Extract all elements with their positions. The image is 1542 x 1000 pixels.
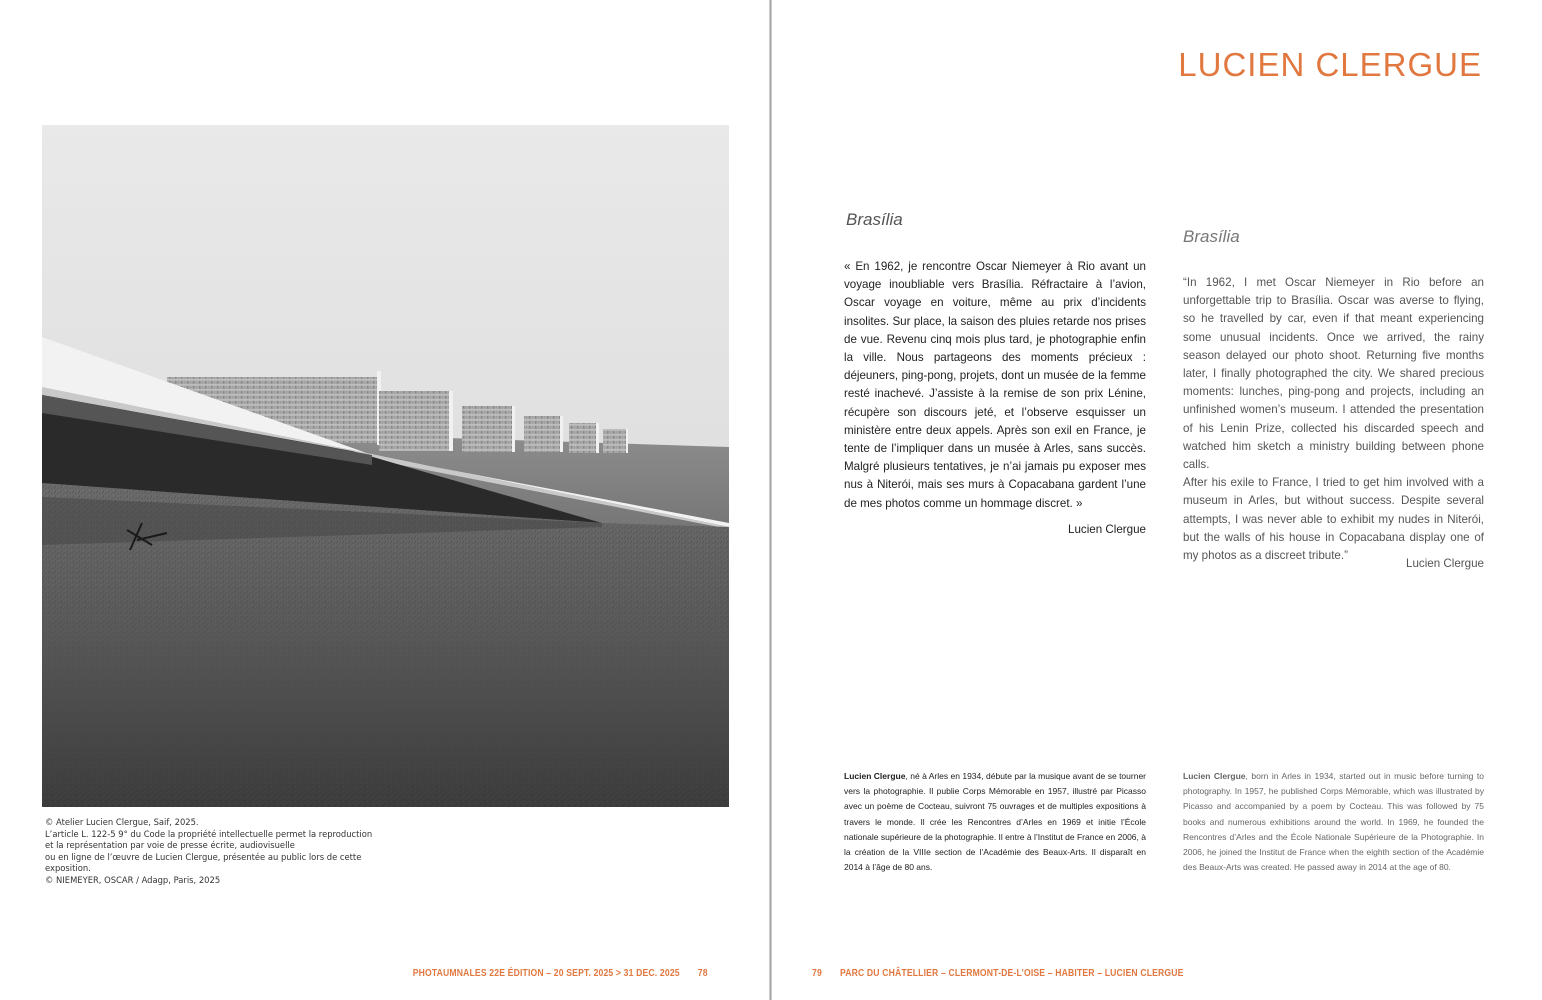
en-text	[1183, 274, 1484, 565]
fr-title: Brasília	[846, 210, 903, 229]
en-signature: Lucien Clergue	[1406, 557, 1484, 570]
page-number: 79	[812, 967, 822, 979]
credit-line: © NIEMEYER, OSCAR / Adagp, Paris, 2025	[45, 874, 221, 885]
fr-signature: Lucien Clergue	[1068, 523, 1146, 536]
right-page	[772, 0, 1542, 1000]
bio-text: , born in Arles in 1934, started out in music before turning to photography. In 1957, he published Corps Mémorable, which was illustrated by Picasso and accompanied by a poem by Cocteau. This was followed by 75 books and numerous exhibitions around the world. In 1969, he founded the Rencontres d’Arles and the École Nationale Supérieure de la Photographie. In 2006, he joined the Institut de France when the eighth section of the Académie des Beaux-Arts was created. He passed away in 2014 at the age of 80.	[1183, 771, 1484, 873]
en-text-paragraph: After his exile to France, I tried to get him involved with a museum in Arles, but without success. Despite several attempts, I was never able to exhibit my nudes in Niterói, but the walls of his house in Copacabana display one of my photos as a discreet tribute.”	[1183, 476, 1484, 563]
en-title: Brasília	[1183, 227, 1240, 246]
en-text-paragraph: “In 1962, I met Oscar Niemeyer in Rio before an unforgettable trip to Brasília. Oscar was averse to flying, so he travelled by car, even if that meant experiencing some unusual incidents. Once we arrived, the rainy season delayed our photo shoot. Returning five months later, I finally photographed the city. We shared precious moments: lunches, ping-pong and projects, including an unfinished women’s museum. I attended the presentation of his Lenin Prize, collected his discarded speech and watched him sketch a ministry building between phone calls.	[1183, 276, 1484, 472]
photo-credits	[45, 817, 375, 887]
artist-name: LUCIEN CLERGUE	[1178, 46, 1482, 83]
right-footer	[812, 967, 1184, 979]
fr-bio	[844, 769, 1146, 875]
credit-line: © Atelier Lucien Clergue, Saif, 2025.	[45, 817, 199, 827]
credit-line: L’article L. 122-5 9° du Code la propriété intellectuelle permet la reproduction	[45, 828, 373, 839]
footer-text: PARC DU CHÂTELLIER – CLERMONT-DE-L’OISE – HABITER – LUCIEN CLERGUE	[839, 967, 1184, 979]
credit-line: et la représentation par voie de presse écrite, audiovisuelle	[45, 840, 295, 851]
brasilia-photo	[42, 125, 729, 807]
bio-text: , né à Arles en 1934, débute par la musique avant de se tourner vers la photographie. Il publie Corps Mémorable en 1957, illustré par Picasso avec un poème de Cocteau, suivront 75 ouvrages et de multiples expositions à travers le monde. Il crée les Rencontres d’Arles en 1969 et initie l’École nationale supérieure de la photographie. Il entre à l’Institut de France en 2006, à la création de la VIIIe section de l’Académie des Beaux-Arts. Il disparaît en 2014 à l’âge de 80 ans.	[844, 771, 1146, 873]
footer-text: PHOTAUMNALES 22E ÉDITION – 20 SEPT. 2025 > 31 DEC. 2025	[412, 967, 681, 979]
bio-name: Lucien Clergue	[1183, 771, 1246, 781]
bio-name: Lucien Clergue	[844, 771, 906, 781]
left-footer	[413, 967, 726, 979]
credit-line: exposition.	[45, 863, 91, 874]
fr-text: « En 1962, je rencontre Oscar Niemeyer à Rio avant un voyage inoubliable vers Brasília. Réfractaire à l’avion, Oscar voyage en voiture, même au prix d’incidents insolites. Sur place, la saison des pluies retarde nos prises de vue. Revenu cinq mois plus tard, je photographie enfin la ville. Nous partageons des moments précieux : déjeuners, ping-pong, projets, dont un musée de la femme resté inachevé. J’assiste à la remise de son prix Lénine, récupère son discours jeté, et l’observe esquisser un ministère entre deux appels. Après son exil en France, je tente de l’impliquer dans un musée à Arles, sans succès. Malgré plusieurs tentatives, je n’ai jamais pu exposer mes nus à Niterói, mais ses murs à Copacabana gardent l’une de mes photos comme un hommage discret. »	[844, 260, 1146, 510]
credit-line: ou en ligne de l’œuvre de Lucien Clergue, présentée au public lors de cette	[45, 851, 362, 862]
page-number: 78	[698, 967, 708, 979]
en-bio	[1183, 769, 1484, 875]
left-page	[0, 0, 770, 1000]
